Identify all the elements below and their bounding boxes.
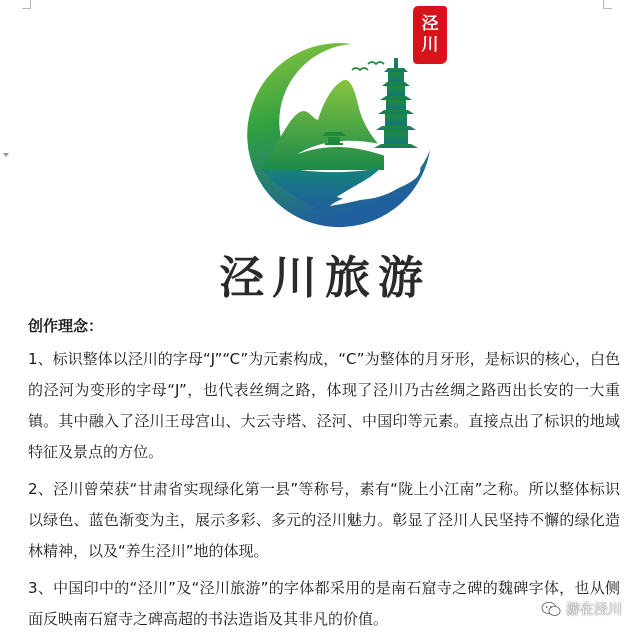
- concept-heading: 创作理念：: [28, 317, 104, 335]
- seal-char: 泾: [421, 14, 439, 34]
- concept-paragraph: 1、标识整体以泾川的字母“J”“C”为元素构成，“C”为整体的月牙形，是标识的核心，白色的泾河为变形的字母“J”，也代表丝绸之路，体现了泾川乃古丝绸之路西出长安的一大重镇。其中融入了泾川王母宫山、大云寺塔、泾河、中国印等元素。直接点出了标识的地域特征及景点的方位。: [28, 350, 620, 461]
- seal-char: 川: [421, 35, 439, 55]
- pagoda-icon: [374, 58, 418, 148]
- brand-title: 泾川旅游: [218, 251, 431, 304]
- watermark: [541, 599, 622, 619]
- concept-section: [28, 312, 620, 641]
- concept-paragraph: 2、泾川曾荣获“甘肃省实现绿化第一县”等称号，素有“陇上小江南”之称。所以整体标识以绿色、蓝色渐变为主，展示多彩、多元的泾川魅力。彰显了泾川人民坚持不懈的绿化造林精神，以及“养生泾川”地的体现。: [28, 480, 620, 560]
- birds-icon: [352, 62, 384, 70]
- concept-paragraph: 3、中国印中的“泾川”及“泾川旅游”的字体都采用的是南石窟寺之碑的魏碑字体，也从侧面反映南石窟寺之碑高超的书法造诣及其非凡的价值。: [28, 579, 620, 628]
- wechat-icon: [541, 601, 561, 617]
- watermark-text: 游在泾川: [566, 602, 622, 618]
- seal-stamp: [413, 6, 447, 64]
- tourism-logo: [0, 0, 634, 245]
